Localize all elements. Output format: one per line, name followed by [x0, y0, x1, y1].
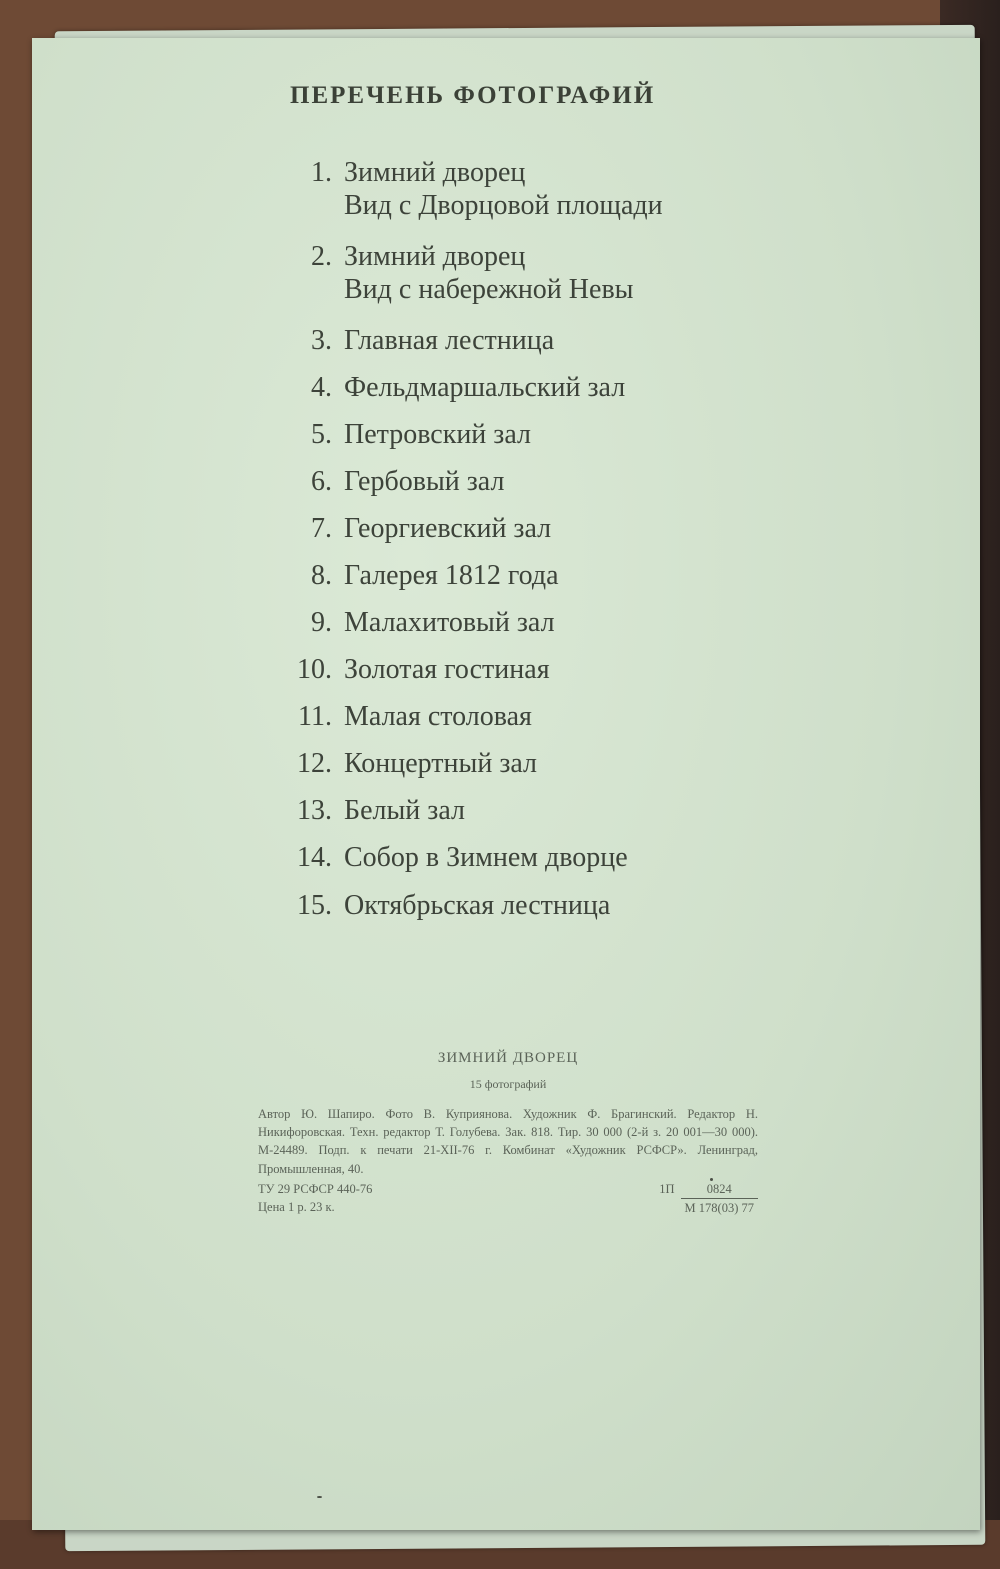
- list-item-text: [344, 156, 802, 222]
- photo-list: [282, 142, 802, 922]
- list-item-text: [344, 324, 802, 357]
- list-item: [282, 512, 802, 545]
- list-item: [282, 240, 802, 306]
- list-item: [282, 371, 802, 404]
- list-item-line: Галерея 1812 года: [344, 560, 559, 592]
- list-item: [282, 889, 802, 922]
- list-item-line: Белый зал: [344, 795, 465, 827]
- list-item-line: Зимний дворец: [344, 157, 526, 188]
- list-item: [282, 700, 802, 733]
- order-fraction: [681, 1180, 758, 1217]
- colophon: [258, 1048, 758, 1217]
- list-item-line: Главная лестница: [344, 325, 555, 357]
- page-title: ПЕРЕЧЕНЬ ФОТОГРАФИЙ: [290, 82, 656, 109]
- order-numerator: 0824: [681, 1180, 758, 1199]
- list-item-text: [344, 606, 802, 639]
- list-item-line: Вид с Дворцовой площади: [344, 190, 663, 222]
- list-item: [282, 653, 802, 686]
- list-item-number: 7.: [311, 513, 332, 545]
- colophon-subtitle: 15 фотографий: [469, 1076, 547, 1091]
- list-item-text: [344, 700, 802, 733]
- list-item-text: [344, 418, 802, 451]
- list-item-text: [344, 371, 802, 404]
- list-item-line: Петровский зал: [344, 419, 531, 451]
- list-item: [282, 559, 802, 592]
- list-item: [282, 794, 802, 827]
- list-item-number: 6.: [311, 466, 332, 498]
- list-item-text: [344, 653, 802, 686]
- colophon-order: [659, 1180, 758, 1217]
- colophon-title: ЗИМНИЙ ДВОРЕЦ: [437, 1050, 579, 1066]
- list-item-line: Малая столовая: [344, 701, 532, 733]
- list-item-number: 11.: [298, 701, 332, 733]
- colophon-price: Цена 1 р. 23 к.: [258, 1199, 335, 1214]
- colophon-tu: ТУ 29 РСФСР 440-76: [258, 1181, 373, 1196]
- list-item-line: Октябрьская лестница: [344, 889, 611, 921]
- list-item-text: [344, 747, 802, 780]
- list-item-number: 12.: [297, 748, 332, 780]
- list-item-text: [344, 841, 802, 874]
- list-item-number: 9.: [311, 607, 332, 639]
- list-item-line: Зимний дворец: [344, 241, 526, 273]
- list-item-line: Золотая гостиная: [344, 654, 550, 686]
- list-item-number: 8.: [311, 560, 332, 592]
- list-item-number: 13.: [297, 795, 332, 827]
- list-item: [282, 606, 802, 639]
- list-item-line: Малахитовый зал: [344, 607, 555, 639]
- colophon-credits: Автор Ю. Шапиро. Фото В. Куприянова. Художник Ф. Брагинский. Редактор Н. Никифоровская. Техн. редактор Т. Голубева. Зак. 818. Тир. 30 000 (2-й з. 20 001—30 000). М-24489. Подп. к печати 21-XII-76 г. Комбинат «Художник РСФСР». Ленинград, Промышленная, 40.: [258, 1107, 758, 1176]
- list-item-line: Вид с набережной Невы: [344, 274, 634, 306]
- list-item-line: Фельдмаршальский зал: [344, 372, 626, 404]
- list-item-text: [344, 465, 802, 498]
- list-item-number: 3.: [311, 325, 332, 357]
- list-item-line: Концертный зал: [344, 748, 538, 780]
- list-item-number: 5.: [311, 419, 332, 451]
- colophon-footer: [258, 1180, 758, 1217]
- list-item-number: 15.: [297, 889, 332, 921]
- list-item-line: Собор в Зимнем дворце: [344, 842, 628, 874]
- list-item-text: [344, 240, 802, 306]
- order-prefix: 1П: [659, 1181, 675, 1196]
- list-item-text: [344, 794, 802, 827]
- document-page: [32, 38, 980, 1530]
- list-item-line: Гербовый зал: [344, 466, 505, 498]
- colophon-left: [258, 1180, 372, 1216]
- list-item-line: Георгиевский зал: [344, 513, 552, 545]
- list-item-number: 2.: [311, 241, 332, 273]
- list-item: [282, 418, 802, 451]
- list-item-number: 14.: [297, 842, 332, 874]
- list-item-number: 1.: [311, 157, 332, 188]
- list-item-text: [344, 889, 802, 922]
- list-item: [282, 465, 802, 498]
- list-item-text: [344, 512, 802, 545]
- list-item-number: 4.: [311, 372, 332, 404]
- order-denominator: М 178(03) 77: [684, 1200, 754, 1215]
- paper-speck: [317, 1496, 322, 1498]
- list-item-text: [344, 559, 802, 592]
- list-item: [282, 324, 802, 357]
- list-item: [282, 156, 802, 222]
- list-item-number: 10.: [297, 654, 332, 686]
- list-item: [282, 841, 802, 874]
- list-item: [282, 747, 802, 780]
